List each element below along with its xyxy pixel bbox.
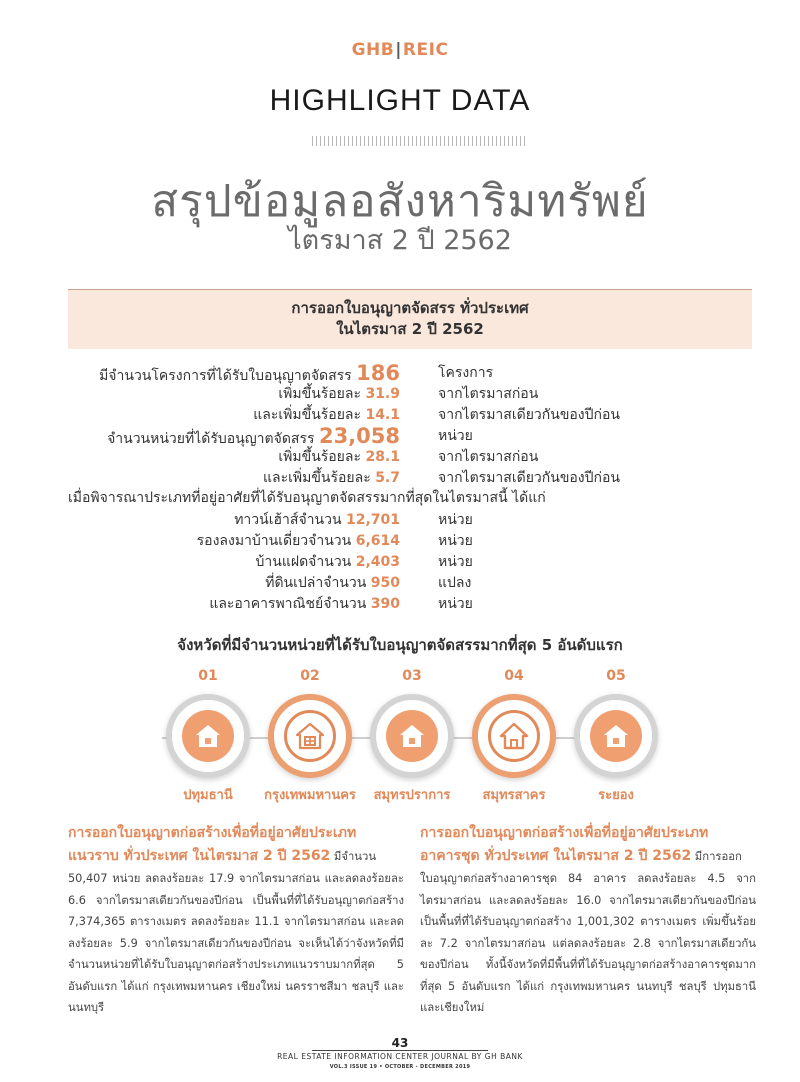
logo-reic: REIC <box>402 40 449 60</box>
left-column-body: 50,407 หน่วย ลดลงร้อยละ 17.9 จากไตรมาสก่อน และลดลงร้อยละ 6.6 จากไตรมาสเดียวกันของปีก่อน เป็นพื้นที่ที่ได้รับอนุญาตก่อสร้าง 7,374,365 ตารางเมตร ลดลงร้อยละ 11.1 จากไตรมาสก่อน และลดลงร้อยละ 5.9 จากไตรมาสเดียวกันของปีก่อน จะเห็นได้ว่าจังหวัดที่มีจำนวนหน่วยที่ได้รับใบอนุญาตก่อสร้างประเภทแนวราบมากที่สุด 5 อันดับแรก ได้แก่ กรุงเทพมหานคร เชียงใหม่ นครราชสีมา ชลบุรี และนนทบุรี <box>68 872 404 1014</box>
stat-value: 5.7 <box>375 470 400 486</box>
provinces-heading: จังหวัดที่มีจำนวนหน่วยที่ได้รับใบอนุญาตจัดสรรมากที่สุด 5 อันดับแรก <box>177 636 623 654</box>
rank-circle <box>268 694 352 778</box>
logo-ghb: GHB <box>351 40 395 60</box>
type-value: 390 <box>370 596 400 612</box>
rank-item-3 <box>360 668 464 803</box>
type-label: รองลงมาบ้านเดี่ยวจำนวน <box>196 533 352 549</box>
tick-divider <box>312 136 526 146</box>
left-column-lead-tail: มีจำนวน <box>330 850 377 863</box>
right-column <box>420 822 756 1019</box>
stat-unit: จากไตรมาสก่อน <box>438 449 539 465</box>
rank-item-4 <box>462 668 566 803</box>
stat-row <box>0 467 800 489</box>
issue-info: VOL.3 ISSUE 19 • OCTOBER - DECEMBER 2019 <box>329 1064 471 1070</box>
right-column-body: ใบอนุญาตก่อสร้างอาคารชุด 84 อาคาร ลดลงร้อยละ 4.5 จากไตรมาสก่อน และลดลงร้อยละ 16.0 จากไตรมาสเดียวกันของปีก่อน เป็นพื้นที่ที่ได้รับอนุญาตก่อสร้าง 1,001,302 ตารางเมตร เพิ่มขึ้นร้อยละ 7.2 จากไตรมาสก่อน แต่ลดลงร้อยละ 2.8 จากไตรมาสเดียวกันของปีก่อน ทั้งนี้จังหวัดที่มีพื้นที่ที่ได้รับอนุญาตก่อสร้างอาคารชุดมากที่สุด 5 อันดับแรก ได้แก่ กรุงเทพมหานคร นนทบุรี ชลบุรี ปทุมธานี และเชียงใหม่ <box>420 872 756 1014</box>
type-row <box>0 593 800 615</box>
left-column-lead: แนวราบ ทั่วประเทศ ในไตรมาส 2 ปี 2562 <box>68 848 331 864</box>
ghb-reic-logo <box>0 40 800 60</box>
type-value: 6,614 <box>355 533 400 549</box>
stat-value: 23,058 <box>318 424 400 448</box>
right-column-heading: การออกใบอนุญาตก่อสร้างเพื่อที่อยู่อาศัยประเภท <box>420 825 709 841</box>
house-outline-icon <box>499 721 529 751</box>
consider-text: เมื่อพิจารณาประเภทที่อยู่อาศัยที่ได้รับอนุญาตจัดสรรมากที่สุดในไตรมาสนี้ ได้แก่ <box>68 490 546 506</box>
journal-name: REAL ESTATE INFORMATION CENTER JOURNAL BY GH BANK <box>277 1052 523 1061</box>
type-unit: หน่วย <box>438 554 473 570</box>
type-label: ทาวน์เฮ้าส์จำนวน <box>234 512 342 528</box>
stat-unit: จากไตรมาสเดียวกันของปีก่อน <box>438 407 620 423</box>
stat-row <box>0 362 800 384</box>
type-row <box>0 530 800 552</box>
house-icon <box>193 721 223 751</box>
stat-unit: หน่วย <box>438 428 473 444</box>
left-column-heading: การออกใบอนุญาตก่อสร้างเพื่อที่อยู่อาศัยประเภท <box>68 825 357 841</box>
house-icon <box>397 721 427 751</box>
rank-number: 04 <box>504 668 524 684</box>
stat-value: 186 <box>356 361 400 385</box>
rank-circle <box>166 694 250 778</box>
right-column-lead-tail: มีการออก <box>691 850 742 863</box>
section-title: HIGHLIGHT DATA <box>269 84 531 117</box>
stat-label: มีจำนวนโครงการที่ได้รับใบอนุญาตจัดสรร <box>99 368 352 384</box>
allocation-banner <box>68 289 752 349</box>
rank-circle <box>472 694 556 778</box>
rank-number: 02 <box>300 668 320 684</box>
type-row <box>0 551 800 573</box>
type-unit: แปลง <box>438 575 472 591</box>
province-name: ระยอง <box>598 788 634 803</box>
province-name: สมุทรปราการ <box>373 788 451 803</box>
stat-value: 14.1 <box>365 407 400 423</box>
stat-label: และเพิ่มขึ้นร้อยละ <box>253 407 361 423</box>
stat-label: และเพิ่มขึ้นร้อยละ <box>263 470 371 486</box>
home-window-icon <box>295 721 325 751</box>
rank-number: 03 <box>402 668 422 684</box>
stat-unit: จากไตรมาสก่อน <box>438 386 539 402</box>
logo-separator: | <box>395 40 402 60</box>
type-label: และอาคารพาณิชย์จำนวน <box>209 596 367 612</box>
type-unit: หน่วย <box>438 512 473 528</box>
stat-label: เพิ่มขึ้นร้อยละ <box>278 449 361 465</box>
rank-item-5 <box>564 668 668 803</box>
stat-row <box>0 425 800 447</box>
left-column <box>68 822 404 1019</box>
type-row <box>0 509 800 531</box>
rank-number: 05 <box>606 668 626 684</box>
stat-unit: จากไตรมาสเดียวกันของปีก่อน <box>438 470 620 486</box>
stat-row <box>0 404 800 426</box>
type-value: 2,403 <box>355 554 400 570</box>
rank-number: 01 <box>198 668 218 684</box>
type-value: 950 <box>370 575 400 591</box>
banner-line-2: ในไตรมาส 2 ปี 2562 <box>336 320 484 338</box>
rank-item-1 <box>156 668 260 803</box>
type-unit: หน่วย <box>438 596 473 612</box>
page-title: สรุปข้อมูลอสังหาริมทรัพย์ <box>151 176 649 227</box>
type-unit: หน่วย <box>438 533 473 549</box>
stat-label: จำนวนหน่วยที่ได้รับอนุญาตจัดสรร <box>107 431 315 447</box>
province-name: ปทุมธานี <box>183 788 233 803</box>
stat-value: 31.9 <box>365 386 400 402</box>
stat-value: 28.1 <box>365 449 400 465</box>
stat-row <box>0 383 800 405</box>
rank-circle <box>574 694 658 778</box>
rank-circle <box>370 694 454 778</box>
right-column-lead: อาคารชุด ทั่วประเทศ ในไตรมาส 2 ปี 2562 <box>420 848 692 864</box>
type-row <box>0 572 800 594</box>
province-name: กรุงเทพมหานคร <box>264 788 356 803</box>
page-subtitle: ไตรมาส 2 ปี 2562 <box>288 225 512 256</box>
type-value: 12,701 <box>345 512 400 528</box>
banner-line-1: การออกใบอนุญาตจัดสรร ทั่วประเทศ <box>291 299 529 317</box>
house-icon <box>601 721 631 751</box>
type-label: ที่ดินเปล่าจำนวน <box>265 575 367 591</box>
rank-item-2 <box>258 668 362 803</box>
stat-unit: โครงการ <box>438 365 494 381</box>
stat-label: เพิ่มขึ้นร้อยละ <box>278 386 361 402</box>
province-name: สมุทรสาคร <box>482 788 546 803</box>
type-label: บ้านแฝดจำนวน <box>255 554 352 570</box>
stat-row <box>0 446 800 468</box>
page-number: 43 <box>391 1036 409 1050</box>
footer-divider <box>312 1050 488 1051</box>
